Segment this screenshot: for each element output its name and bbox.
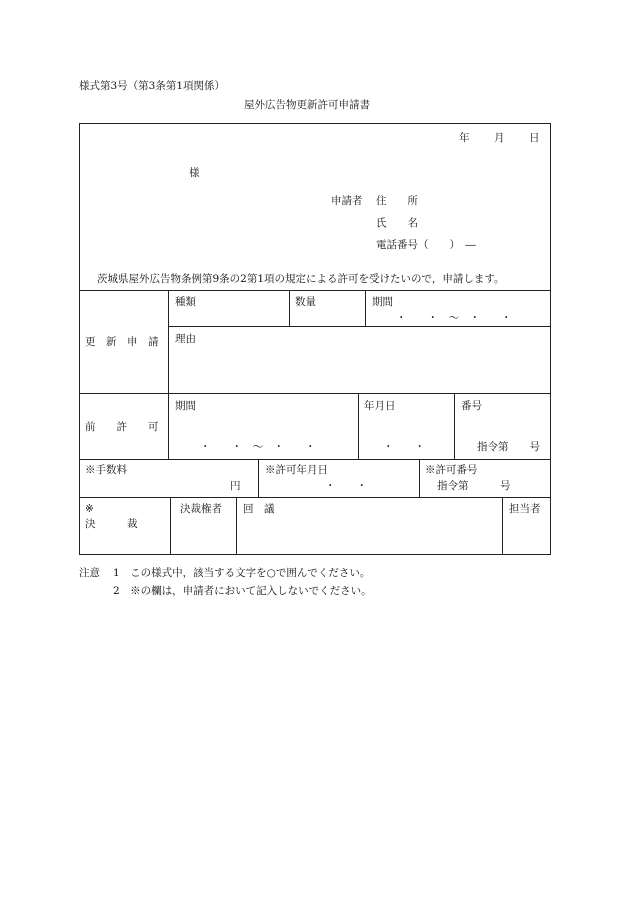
notes-label: 注意 [79, 567, 100, 579]
name-field: 氏 名 [376, 217, 418, 229]
permit-number-label: ※許可番号 [425, 464, 478, 476]
renewal-period-dots: ・ ・ ～ ・ ・ [396, 312, 512, 324]
rule-decision-authority [170, 497, 171, 555]
address-field: 住 所 [376, 195, 418, 207]
form-title: 屋外広告物更新許可申請書 [244, 99, 370, 111]
previous-period-dots: ・ ・ ～ ・ ・ [200, 441, 316, 453]
note-1: 1 この様式中，該当する文字を○で囲んでください。 [113, 567, 371, 579]
declaration-text: 茨城県屋外広告物条例第9条の2第1項の規定による許可を受けたいので，申請します。 [97, 273, 505, 285]
rule-row-label-column [168, 290, 169, 459]
rule-permitdate-number [419, 459, 420, 497]
rule-date-number [454, 393, 455, 459]
renewal-period-field: 期間 [372, 296, 393, 308]
approver-field: 決裁権者 [180, 503, 222, 515]
staff-field: 担当者 [509, 503, 541, 515]
permit-date-dots: ・ ・ [325, 480, 367, 492]
rule-fee-permitdate [258, 459, 259, 497]
renewal-quantity-field: 数量 [295, 296, 316, 308]
renewal-type-field: 種類 [175, 296, 196, 308]
renewal-label: 更 新 申 請 [85, 336, 159, 348]
rule-circulation-staff [502, 497, 503, 555]
rule-office-section [79, 497, 551, 498]
circulation-field: 回 議 [243, 503, 275, 515]
date-month: 月 [494, 132, 505, 144]
previous-directive-number: 指令第 号 [477, 441, 540, 453]
permit-directive-number: 指令第 号 [437, 480, 511, 492]
rule-previous-section [79, 459, 551, 460]
previous-number-field: 番号 [461, 400, 482, 412]
note-2: 2 ※の欄は，申請者において記入しないでください。 [113, 585, 372, 597]
decision-label: 決 裁 [85, 518, 138, 530]
rule-renewal-fields [168, 326, 551, 327]
fee-label: ※手数料 [85, 464, 127, 476]
previous-date-dots: ・ ・ [383, 441, 425, 453]
applicant-label: 申請者 [331, 195, 363, 207]
form-number: 様式第3号（第3条第1項関係） [79, 80, 226, 92]
rule-authority-circulation [236, 497, 237, 555]
renewal-reason-field: 理由 [175, 333, 196, 345]
addressee-honorific: 様 [189, 167, 200, 179]
permit-date-label: ※許可年月日 [265, 464, 328, 476]
date-day: 日 [529, 132, 540, 144]
rule-quantity-period [365, 290, 366, 326]
rule-top-section [79, 290, 551, 291]
phone-field: 電話番号（ ） ― [376, 239, 476, 251]
decision-mark: ※ [85, 503, 94, 515]
previous-period-field: 期間 [175, 400, 196, 412]
rule-period-date [358, 393, 359, 459]
previous-permit-label: 前 許 可 [85, 421, 159, 433]
rule-type-quantity [289, 290, 290, 326]
fee-yen-unit: 円 [230, 480, 241, 492]
previous-date-field: 年月日 [364, 400, 396, 412]
date-year: 年 [459, 132, 470, 144]
rule-renewal-section [79, 393, 551, 394]
